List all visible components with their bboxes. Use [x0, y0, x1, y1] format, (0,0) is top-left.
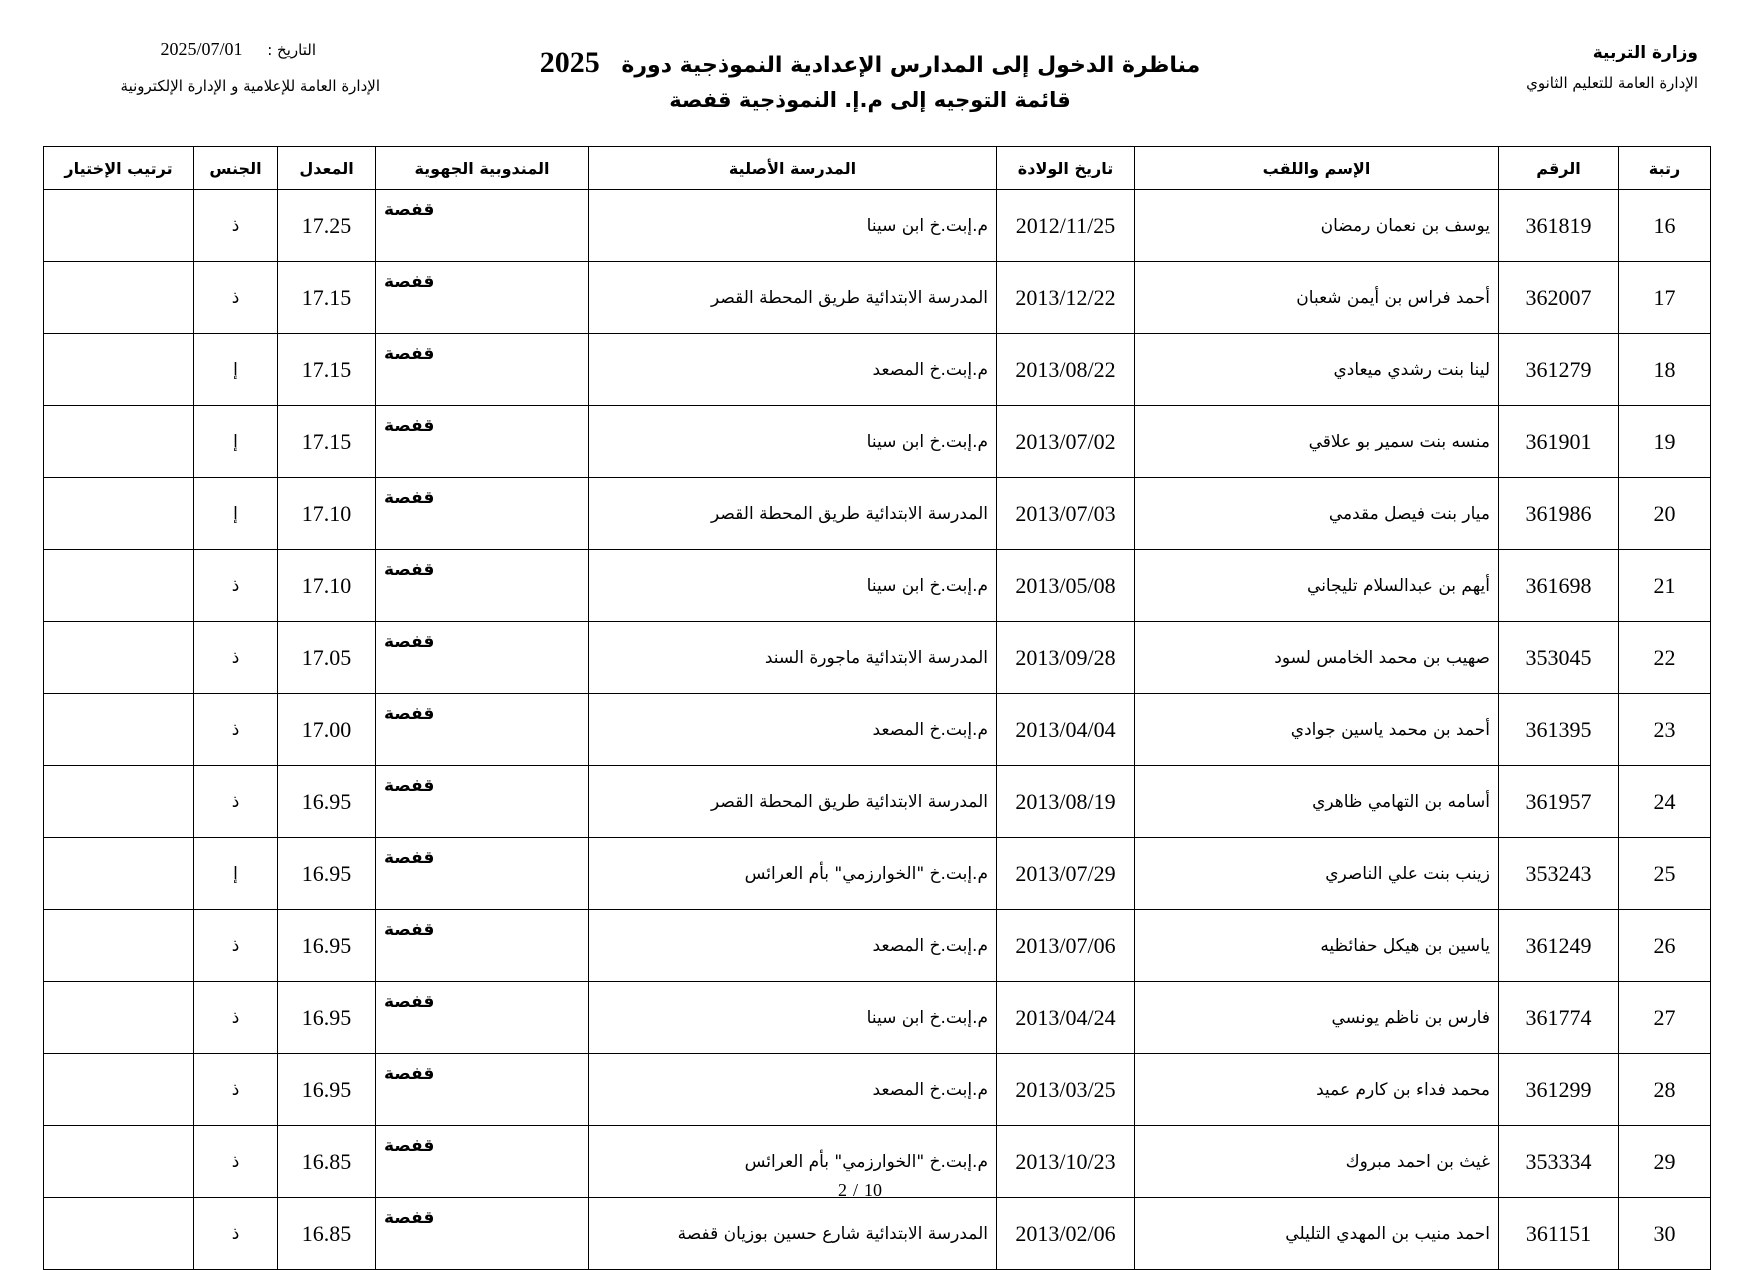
cell-choice	[44, 622, 194, 694]
cell-school: م.إبت.خ "الخوارزمي" بأم العرائس	[589, 838, 997, 910]
cell-average: 17.10	[278, 478, 376, 550]
cell-name: يوسف بن نعمان رمضان	[1135, 190, 1499, 262]
cell-gender: إ	[194, 334, 278, 406]
cell-school: م.إبت.خ المصعد	[589, 1054, 997, 1126]
it-department-name: الإدارة العامة للإعلامية و الإدارة الإلكترونية	[120, 77, 380, 95]
cell-gender: إ	[194, 478, 278, 550]
document-subtitle: قائمة التوجيه إلى م.إ. النموذجية قفصة	[669, 88, 1071, 112]
cell-average: 16.95	[278, 982, 376, 1054]
date-line	[50, 36, 380, 63]
cell-average: 17.00	[278, 694, 376, 766]
cell-name: زينب بنت علي الناصري	[1135, 838, 1499, 910]
cell-choice	[44, 550, 194, 622]
cell-id: 361279	[1499, 334, 1619, 406]
cell-average: 16.95	[278, 910, 376, 982]
cell-school: م.إبت.خ المصعد	[589, 334, 997, 406]
cell-gender: ذ	[194, 982, 278, 1054]
cell-birthdate: 2013/08/22	[997, 334, 1135, 406]
cell-choice	[44, 982, 194, 1054]
cell-rank: 19	[1619, 406, 1711, 478]
cell-birthdate: 2012/11/25	[997, 190, 1135, 262]
cell-rank: 24	[1619, 766, 1711, 838]
cell-gender: ذ	[194, 1126, 278, 1198]
cell-birthdate: 2013/10/23	[997, 1126, 1135, 1198]
cell-school: م.إبت.خ المصعد	[589, 910, 997, 982]
cell-id: 361901	[1499, 406, 1619, 478]
cell-id: 361774	[1499, 982, 1619, 1054]
cell-gender: ذ	[194, 622, 278, 694]
cell-id: 353334	[1499, 1126, 1619, 1198]
header-ministry-block	[1398, 40, 1698, 96]
cell-gender: إ	[194, 838, 278, 910]
cell-rank: 25	[1619, 838, 1711, 910]
table-row	[44, 334, 1711, 406]
cell-region: قفصة	[376, 1198, 589, 1270]
cell-region: قفصة	[376, 1126, 589, 1198]
cell-name: احمد منيب بن المهدي التليلي	[1135, 1198, 1499, 1270]
cell-id: 361986	[1499, 478, 1619, 550]
page-total: 10	[864, 1180, 882, 1200]
date-label: التاريخ :	[267, 41, 316, 59]
cell-name: ياسين بن هيكل حفائظيه	[1135, 910, 1499, 982]
cell-average: 17.15	[278, 406, 376, 478]
col-header-rank: رتبة	[1619, 147, 1711, 190]
orientation-table	[43, 146, 1711, 1270]
cell-name: أحمد بن محمد ياسين جوادي	[1135, 694, 1499, 766]
cell-choice	[44, 262, 194, 334]
header-date-block	[50, 36, 380, 99]
cell-school: المدرسة الابتدائية طريق المحطة القصر	[589, 478, 997, 550]
cell-gender: ذ	[194, 694, 278, 766]
table-row	[44, 694, 1711, 766]
cell-id: 353243	[1499, 838, 1619, 910]
cell-birthdate: 2013/08/19	[997, 766, 1135, 838]
cell-choice	[44, 1126, 194, 1198]
cell-choice	[44, 190, 194, 262]
ministry-name: وزارة التربية	[1592, 43, 1698, 63]
document-title	[520, 46, 1220, 83]
cell-choice	[44, 334, 194, 406]
cell-gender: ذ	[194, 766, 278, 838]
cell-birthdate: 2013/05/08	[997, 550, 1135, 622]
cell-name: أسامه بن التهامي ظاهري	[1135, 766, 1499, 838]
cell-gender: ذ	[194, 550, 278, 622]
cell-rank: 29	[1619, 1126, 1711, 1198]
cell-gender: ذ	[194, 1198, 278, 1270]
cell-school: المدرسة الابتدائية طريق المحطة القصر	[589, 766, 997, 838]
cell-choice	[44, 478, 194, 550]
cell-region: قفصة	[376, 622, 589, 694]
cell-name: لينا بنت رشدي ميعادي	[1135, 334, 1499, 406]
cell-gender: ذ	[194, 262, 278, 334]
cell-choice	[44, 1198, 194, 1270]
department-name: الإدارة العامة للتعليم الثانوي	[1526, 74, 1698, 92]
cell-birthdate: 2013/07/29	[997, 838, 1135, 910]
cell-choice	[44, 910, 194, 982]
cell-birthdate: 2013/03/25	[997, 1054, 1135, 1126]
table-row	[44, 262, 1711, 334]
cell-name: فارس بن ناظم يونسي	[1135, 982, 1499, 1054]
cell-region: قفصة	[376, 910, 589, 982]
col-header-name: الإسم واللقب	[1135, 147, 1499, 190]
cell-region: قفصة	[376, 1054, 589, 1126]
cell-rank: 21	[1619, 550, 1711, 622]
cell-name: ميار بنت فيصل مقدمي	[1135, 478, 1499, 550]
cell-region: قفصة	[376, 550, 589, 622]
col-header-birthdate: تاريخ الولادة	[997, 147, 1135, 190]
cell-rank: 16	[1619, 190, 1711, 262]
cell-rank: 22	[1619, 622, 1711, 694]
page-separator: /	[852, 1180, 858, 1200]
cell-average: 16.85	[278, 1126, 376, 1198]
cell-name: أيهم بن عبدالسلام تليجاني	[1135, 550, 1499, 622]
cell-id: 361299	[1499, 1054, 1619, 1126]
cell-average: 17.15	[278, 262, 376, 334]
cell-choice	[44, 838, 194, 910]
table-header-row	[44, 147, 1711, 190]
cell-region: قفصة	[376, 406, 589, 478]
cell-gender: ذ	[194, 190, 278, 262]
cell-id: 353045	[1499, 622, 1619, 694]
table-row	[44, 478, 1711, 550]
cell-id: 361698	[1499, 550, 1619, 622]
cell-school: م.إبت.خ المصعد	[589, 694, 997, 766]
cell-id: 361819	[1499, 190, 1619, 262]
date-value: 2025/07/01	[160, 39, 243, 59]
table-row	[44, 766, 1711, 838]
cell-region: قفصة	[376, 982, 589, 1054]
cell-rank: 18	[1619, 334, 1711, 406]
cell-id: 361957	[1499, 766, 1619, 838]
cell-gender: إ	[194, 406, 278, 478]
cell-gender: ذ	[194, 1054, 278, 1126]
cell-birthdate: 2013/04/04	[997, 694, 1135, 766]
cell-region: قفصة	[376, 334, 589, 406]
cell-birthdate: 2013/02/06	[997, 1198, 1135, 1270]
title-line1: مناظرة الدخول إلى المدارس الإعدادية النموذجية دورة	[621, 53, 1201, 78]
cell-name: أحمد فراس بن أيمن شعبان	[1135, 262, 1499, 334]
table-row	[44, 910, 1711, 982]
cell-average: 17.05	[278, 622, 376, 694]
cell-birthdate: 2013/07/02	[997, 406, 1135, 478]
cell-id: 362007	[1499, 262, 1619, 334]
page-current: 2	[837, 1180, 847, 1200]
cell-school: م.إبت.خ "الخوارزمي" بأم العرائس	[589, 1126, 997, 1198]
cell-region: قفصة	[376, 766, 589, 838]
cell-choice	[44, 406, 194, 478]
document-title-block	[520, 46, 1220, 117]
table-row	[44, 838, 1711, 910]
cell-rank: 27	[1619, 982, 1711, 1054]
cell-birthdate: 2013/04/24	[997, 982, 1135, 1054]
title-year: 2025	[539, 46, 600, 79]
table-row	[44, 190, 1711, 262]
table-row	[44, 1198, 1711, 1270]
cell-name: منسه بنت سمير بو علاقي	[1135, 406, 1499, 478]
cell-region: قفصة	[376, 190, 589, 262]
col-header-choice: ترتيب الإختيار	[44, 147, 194, 190]
cell-rank: 30	[1619, 1198, 1711, 1270]
cell-birthdate: 2013/12/22	[997, 262, 1135, 334]
cell-birthdate: 2013/09/28	[997, 622, 1135, 694]
cell-average: 16.85	[278, 1198, 376, 1270]
cell-choice	[44, 1054, 194, 1126]
cell-gender: ذ	[194, 910, 278, 982]
table-row	[44, 982, 1711, 1054]
page-number	[760, 1180, 960, 1201]
cell-school: م.إبت.خ ابن سينا	[589, 550, 997, 622]
cell-region: قفصة	[376, 478, 589, 550]
cell-region: قفصة	[376, 262, 589, 334]
cell-choice	[44, 766, 194, 838]
cell-choice	[44, 694, 194, 766]
cell-school: م.إبت.خ ابن سينا	[589, 406, 997, 478]
cell-id: 361249	[1499, 910, 1619, 982]
col-header-school: المدرسة الأصلية	[589, 147, 997, 190]
cell-region: قفصة	[376, 838, 589, 910]
cell-school: م.إبت.خ ابن سينا	[589, 190, 997, 262]
col-header-average: المعدل	[278, 147, 376, 190]
cell-birthdate: 2013/07/03	[997, 478, 1135, 550]
table-row	[44, 550, 1711, 622]
cell-average: 16.95	[278, 838, 376, 910]
cell-school: المدرسة الابتدائية طريق المحطة القصر	[589, 262, 997, 334]
table-row	[44, 622, 1711, 694]
cell-birthdate: 2013/07/06	[997, 910, 1135, 982]
cell-id: 361151	[1499, 1198, 1619, 1270]
cell-average: 16.95	[278, 766, 376, 838]
cell-average: 17.10	[278, 550, 376, 622]
table-row	[44, 1054, 1711, 1126]
cell-rank: 20	[1619, 478, 1711, 550]
cell-rank: 28	[1619, 1054, 1711, 1126]
table-body	[44, 190, 1711, 1270]
cell-name: صهيب بن محمد الخامس لسود	[1135, 622, 1499, 694]
cell-school: المدرسة الابتدائية ماجورة السند	[589, 622, 997, 694]
col-header-id: الرقم	[1499, 147, 1619, 190]
cell-school: م.إبت.خ ابن سينا	[589, 982, 997, 1054]
cell-rank: 26	[1619, 910, 1711, 982]
cell-average: 17.25	[278, 190, 376, 262]
cell-average: 17.15	[278, 334, 376, 406]
cell-rank: 23	[1619, 694, 1711, 766]
cell-school: المدرسة الابتدائية شارع حسين بوزيان قفصة	[589, 1198, 997, 1270]
table-row	[44, 406, 1711, 478]
col-header-gender: الجنس	[194, 147, 278, 190]
cell-rank: 17	[1619, 262, 1711, 334]
cell-average: 16.95	[278, 1054, 376, 1126]
cell-name: محمد فداء بن كارم عميد	[1135, 1054, 1499, 1126]
col-header-region: المندوبية الجهوية	[376, 147, 589, 190]
cell-id: 361395	[1499, 694, 1619, 766]
cell-name: غيث بن احمد مبروك	[1135, 1126, 1499, 1198]
cell-region: قفصة	[376, 694, 589, 766]
